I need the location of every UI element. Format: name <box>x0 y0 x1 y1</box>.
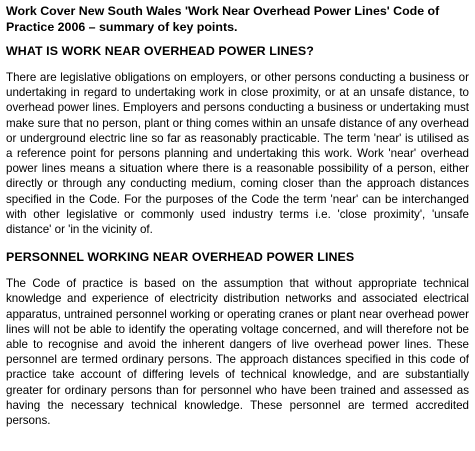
section-body-what-is-work-near: There are legislative obligations on employers, or other persons conducting a business or undertaking in regard to undertaking work in close proximity, or at an unsafe distance, to overhead power lines. Employers and persons conducting a business or undertaking must make sure that no person, plant or thing comes within an unsafe distance of any overhead or underground electric line so far as reasonably practicable. The term 'near' is utilised as a reference point for persons planning and undertaking this work. Work 'near' overhead power lines means a situation where there is a reasonable possibility of a person, either directly or through any conducting medium, coming closer than the approach distances specified in the Code. For the purposes of the Code the term 'near' can be interchanged with other legislative or commonly used industry terms i.e. 'close proximity', 'unsafe distance' or 'in the vicinity of. <box>6 71 469 237</box>
section-what-is-work-near <box>6 44 469 237</box>
section-heading-personnel-working-near: PERSONNEL WORKING NEAR OVERHEAD POWER LINES <box>6 250 355 265</box>
section-body-personnel-working-near: The Code of practice is based on the assumption that without appropriate technical knowledge and experience of electricity distribution networks and associated electrical apparatus, untrained personnel working or operating cranes or plant near overhead power lines will not be able to identify the operating voltage concerned, and will therefore not be able to recognise and avoid the inherent dangers of live overhead power lines. These personnel are termed ordinary persons. The approach distances specified in this code of practice take account of differing levels of technical knowledge, and are substantially greater for ordinary persons than for personnel who have been trained and assessed as having the necessary technical knowledge. These personnel are termed accredited persons. <box>6 277 469 428</box>
section-personnel-working-near <box>6 250 469 428</box>
document-title: Work Cover New South Wales 'Work Near Overhead Power Lines' Code of Practice 2006 – summary of key points. <box>6 4 440 34</box>
section-heading-what-is-work-near: WHAT IS WORK NEAR OVERHEAD POWER LINES? <box>6 44 314 58</box>
